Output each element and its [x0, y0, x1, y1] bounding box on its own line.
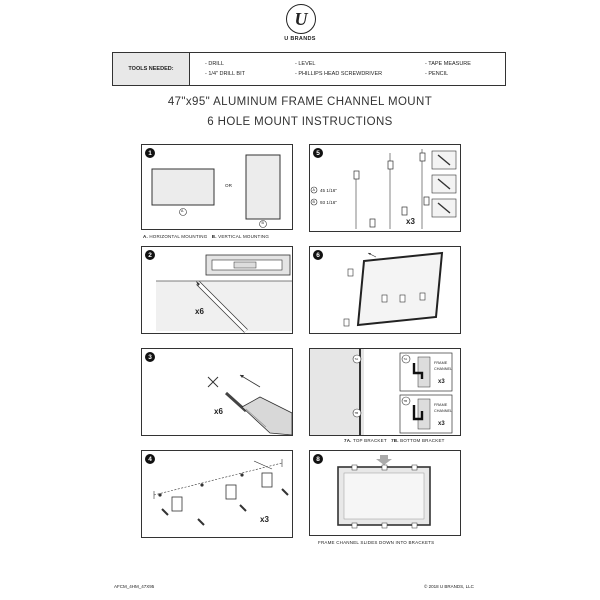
step-4-count: x3 — [260, 515, 269, 524]
tool-item: - TAPE MEASURE — [425, 61, 471, 67]
step-5-count: x3 — [406, 217, 415, 226]
caption-a-letter: A. — [143, 234, 148, 239]
tool-item: - LEVEL — [295, 61, 316, 67]
step-number: 8 — [313, 454, 323, 464]
step-7-caption — [344, 438, 445, 443]
callout-7a-left: 7A — [354, 357, 359, 362]
caption-7b-letter: 7B. — [391, 438, 399, 443]
dimension-a-marker: A — [312, 187, 315, 192]
step-number: 3 — [145, 352, 155, 362]
caption-7a-text: TOP BRACKET — [352, 438, 387, 443]
caption-b-letter: B. — [211, 234, 217, 239]
step-8-illustration — [310, 451, 460, 535]
caption-a-text: HORIZONTAL MOUNTING — [149, 234, 208, 239]
channel-label: CHANNEL — [434, 409, 453, 413]
tool-item: - DRILL — [205, 61, 224, 67]
tools-box — [112, 52, 506, 86]
tool-item: - PENCIL — [425, 71, 449, 77]
brand-logo — [286, 4, 316, 34]
step-3-count: x6 — [214, 407, 223, 416]
step-1-illustration — [142, 145, 292, 229]
option-a-marker: A — [181, 209, 184, 213]
dimension-b-marker: B — [312, 199, 315, 204]
step-4-illustration — [142, 451, 292, 537]
caption-7a-letter: 7A. — [344, 438, 352, 443]
step-3-panel — [141, 348, 293, 436]
document-code: AFCM_4HM_47X95 — [114, 584, 155, 589]
step-2-count: x6 — [195, 307, 204, 316]
frame-label: FRAME — [434, 403, 448, 407]
step-number: 2 — [145, 250, 155, 260]
step-number: 4 — [145, 454, 155, 464]
step-1-panel — [141, 144, 293, 230]
callout-7b-left: 7B — [354, 411, 359, 416]
logo-letter: U — [294, 9, 308, 29]
step-1-caption — [143, 234, 269, 239]
step-8-caption: FRAME CHANNEL SLIDES DOWN INTO BRACKETS — [318, 540, 435, 545]
copyright: © 2018 U BRANDS, LLC — [424, 584, 474, 589]
step-number: 6 — [313, 250, 323, 260]
step-2-illustration — [142, 247, 292, 333]
step-7b-count: x3 — [438, 421, 445, 427]
step-6-panel — [309, 246, 461, 334]
step-6-illustration — [310, 247, 460, 333]
callout-7a-right: 7A — [403, 357, 408, 362]
title-line-2: 6 HOLE MOUNT INSTRUCTIONS — [207, 116, 393, 128]
brand-name: U BRANDS — [284, 36, 316, 42]
dimension-a-value: 45 1/16" — [320, 187, 337, 193]
channel-label: CHANNEL — [434, 367, 453, 371]
step-8-panel — [309, 450, 461, 536]
option-b-marker: B — [261, 221, 264, 225]
step-4-panel — [141, 450, 293, 538]
dimension-b-value: 93 1/16" — [320, 199, 337, 205]
step-2-panel — [141, 246, 293, 334]
title-line-1: 47"x95" ALUMINUM FRAME CHANNEL MOUNT — [167, 96, 433, 108]
step-5-panel — [309, 144, 461, 232]
step-7-panel — [309, 348, 461, 436]
step-3-illustration — [142, 349, 292, 435]
step-7a-count: x3 — [438, 379, 445, 385]
callout-7b-right: 7B — [403, 399, 408, 404]
caption-b-text: VERTICAL MOUNTING — [218, 234, 270, 239]
tool-item: - PHILLIPS HEAD SCREWDRIVER — [295, 71, 383, 77]
frame-label: FRAME — [434, 361, 448, 365]
step-number: 1 — [145, 148, 155, 158]
step-number: 5 — [313, 148, 323, 158]
tool-item: - 1/4" DRILL BIT — [205, 71, 245, 77]
or-label: OR — [225, 183, 232, 188]
tools-heading: TOOLS NEEDED: — [113, 53, 190, 85]
caption-7b-text: BOTTOM BRACKET — [400, 438, 445, 443]
